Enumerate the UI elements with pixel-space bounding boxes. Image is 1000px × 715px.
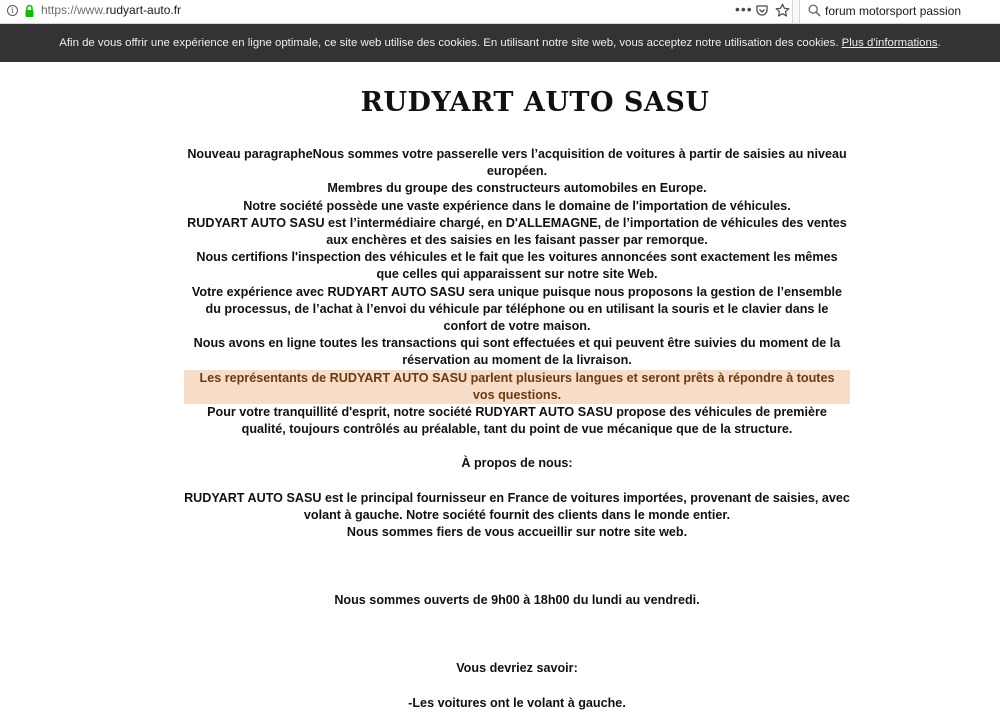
- more-info-link[interactable]: Plus d'informations: [841, 37, 938, 49]
- url-text[interactable]: [41, 3, 181, 17]
- know-item: -Les voitures ont le volant à gauche.: [408, 695, 626, 710]
- welcome-text: Nous sommes fiers de vous accueillir sur notre site web.: [346, 525, 688, 540]
- page-title: RUDYART AUTO SASU: [360, 87, 710, 118]
- search-input[interactable]: [799, 0, 1000, 23]
- search-icon: [808, 4, 821, 17]
- browser-toolbar: [0, 0, 1000, 24]
- url-prefix: https://www.: [41, 3, 106, 17]
- highlighted-paragraph: Les représentants de RUDYART AUTO SASU parlent plusieurs langues et seront prêts à répondre à toutes vos questions.: [184, 370, 850, 404]
- paragraph: Pour votre tranquillité d'esprit, notre société RUDYART AUTO SASU propose des véhicules de première qualité, toujours contrôlés au préalable, tant du point de vue mécanique que de la structure.: [207, 405, 827, 437]
- search-value: forum motorsport passion: [825, 4, 962, 18]
- paragraph: Nouveau paragrapheNous sommes votre passerelle vers l’acquisition de voitures à partir de saisies au niveau européen.: [187, 147, 847, 179]
- about-heading: À propos de nous:: [461, 456, 573, 471]
- lock-icon[interactable]: [24, 4, 35, 18]
- bookmark-star-icon[interactable]: [775, 3, 790, 18]
- about-text: RUDYART AUTO SASU est le principal fournisseur en France de voitures importées, provenant de saisies, avec volant à gauche. Notre société fournit des clients dans le monde entier.: [184, 490, 850, 522]
- opening-hours: Nous sommes ouverts de 9h00 à 18h00 du lundi au vendredi.: [334, 593, 700, 608]
- pocket-icon[interactable]: [755, 4, 769, 18]
- paragraph: RUDYART AUTO SASU est l’intermédiaire chargé, en D'ALLEMAGNE, de l’importation de véhicules des ventes aux enchères et des saisies en les faisant passer par remorque.: [187, 215, 847, 248]
- paragraph: Nous avons en ligne toutes les transactions qui sont effectuées et qui peuvent être suivies du moment de la réservation au moment de la livraison.: [193, 336, 841, 368]
- cookie-banner: [0, 24, 1000, 62]
- know-heading: Vous devriez savoir:: [456, 661, 578, 676]
- cookie-text: Afin de vous offrir une expérience en ligne optimale, ce site web utilise des cookies. En utilisant notre site web, vous acceptez notre utilisation des cookies.: [59, 37, 842, 49]
- main-content: [184, 146, 850, 712]
- page-actions-icon[interactable]: •••: [735, 1, 753, 17]
- address-bar[interactable]: [0, 0, 793, 23]
- paragraph: Notre société possède une vaste expérience dans le domaine de l'importation de véhicules.: [243, 198, 791, 213]
- paragraph: Nous certifions l'inspection des véhicules et le fait que les voitures annoncées sont exactement les mêmes que celles qui apparaissent sur notre site Web.: [196, 250, 838, 282]
- info-icon[interactable]: i: [7, 5, 18, 16]
- cookie-end: .: [937, 37, 941, 49]
- paragraph: Votre expérience avec RUDYART AUTO SASU sera unique puisque nous proposons la gestion de l’ensemble du processus, de l’achat à l’envoi du véhicule par téléphone ou en utilisant la souris et le clavier dans le confort de votre maison.: [191, 284, 843, 334]
- paragraph: Membres du groupe des constructeurs automobiles en Europe.: [327, 181, 707, 196]
- url-domain: rudyart-auto.fr: [105, 3, 182, 17]
